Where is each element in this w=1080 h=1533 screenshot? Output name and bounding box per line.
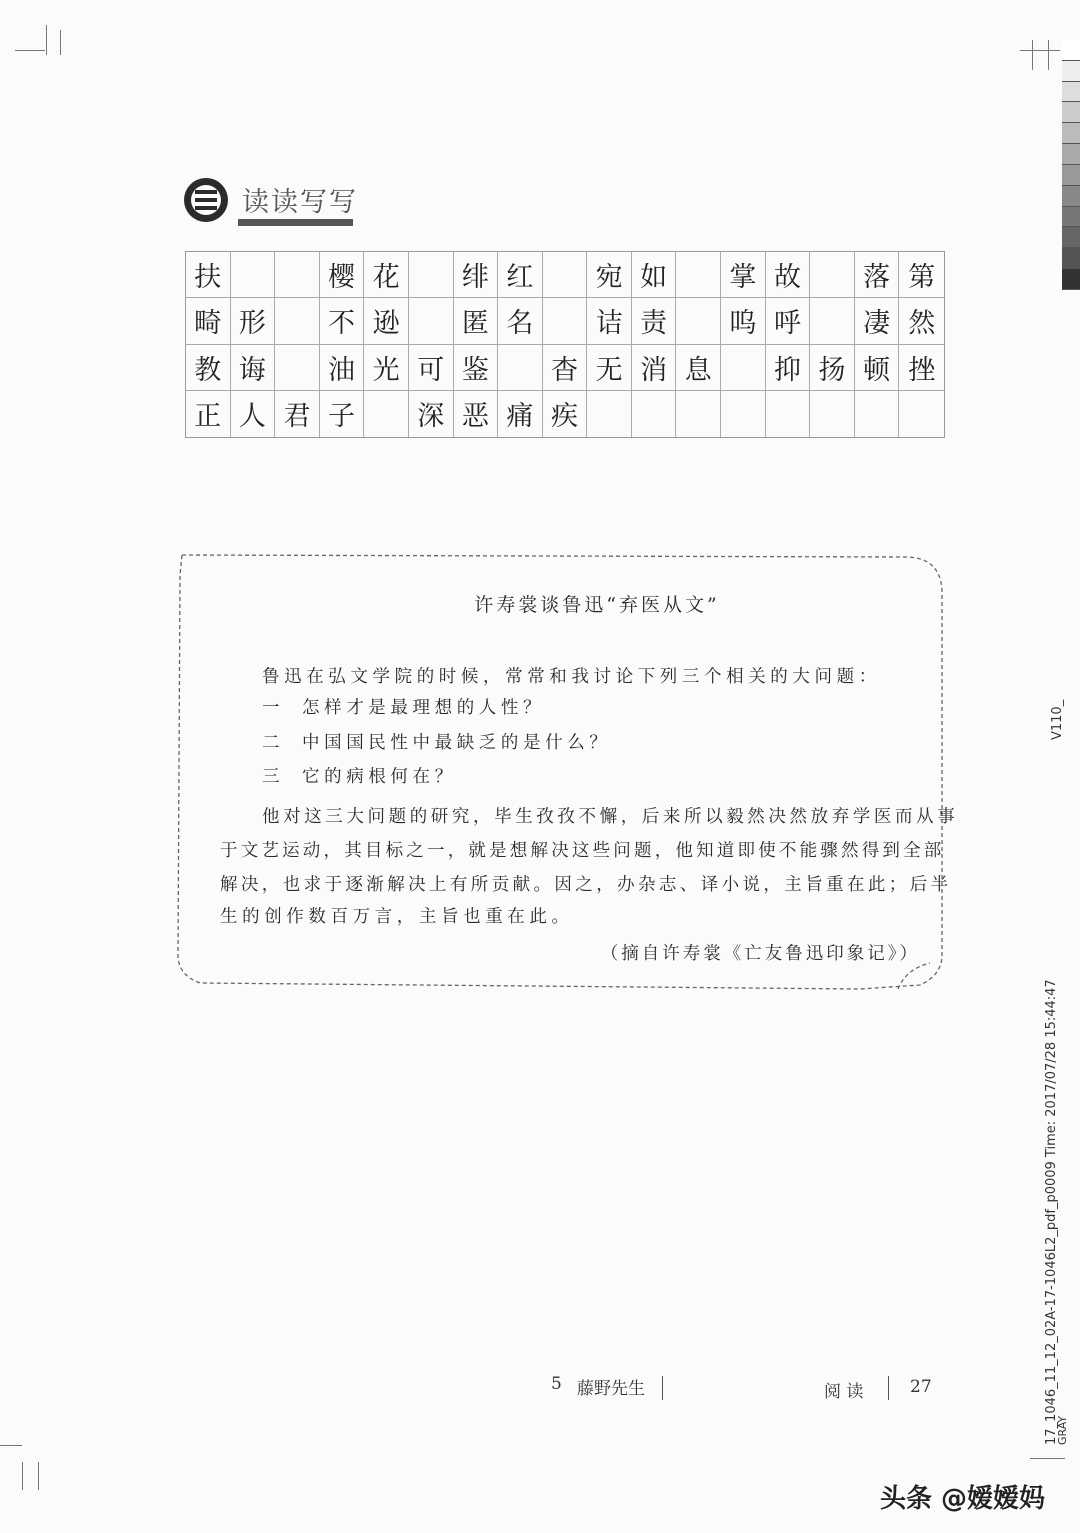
crop-mark — [22, 1462, 23, 1490]
crop-mark — [1032, 40, 1033, 70]
grid-cell: 畸 — [186, 298, 231, 344]
question-number: 一 — [262, 698, 285, 718]
unit-label: 阅 读 — [824, 1382, 864, 1402]
grid-cell: 如 — [632, 252, 677, 298]
question-number: 三 — [262, 767, 285, 787]
crop-mark — [1030, 1458, 1065, 1459]
crop-mark — [60, 30, 61, 55]
grid-cell: 扶 — [186, 252, 231, 298]
crop-mark — [46, 25, 47, 55]
grid-cell — [275, 252, 320, 298]
paragraph-line: 解决，也求于逐渐解决上有所贡献。因之，办杂志、译小说，主旨重在此；后半 — [220, 875, 952, 895]
circled-three-icon — [184, 178, 228, 222]
grid-cell: 落 — [855, 252, 900, 298]
grid-cell: 绯 — [454, 252, 499, 298]
grid-cell — [543, 252, 588, 298]
grid-cell: 樱 — [320, 252, 365, 298]
lesson-title: 藤野先生 — [577, 1379, 645, 1399]
footer-divider — [888, 1376, 889, 1400]
grid-cell: 深 — [409, 391, 454, 437]
grid-cell: 掌 — [721, 252, 766, 298]
paragraph-line: 生的创作数百万言，主旨也重在此。 — [220, 907, 574, 927]
question-text: 它的病根何在？ — [302, 767, 457, 787]
grid-cell: 杳 — [543, 345, 588, 391]
grid-cell: 无 — [587, 345, 632, 391]
grid-cell — [899, 391, 944, 437]
crop-mark — [1048, 40, 1049, 70]
watermark: 头条 @嫒嫒妈 — [880, 1484, 1046, 1514]
grid-cell: 故 — [766, 252, 811, 298]
footer-divider — [662, 1376, 663, 1400]
grid-cell: 挫 — [899, 345, 944, 391]
grid-cell: 教 — [186, 345, 231, 391]
crop-mark — [0, 1445, 22, 1446]
section-title: 读读写写 — [242, 187, 358, 218]
grid-cell — [676, 391, 721, 437]
grid-cell — [587, 391, 632, 437]
grid-cell: 然 — [899, 298, 944, 344]
grid-cell — [855, 391, 900, 437]
word-writing-grid — [185, 251, 945, 438]
grid-cell: 匿 — [454, 298, 499, 344]
grid-cell — [543, 298, 588, 344]
paragraph-line: 他对这三大问题的研究，毕生孜孜不懈，后来所以毅然决然放弃学医而从事 — [262, 807, 959, 827]
grid-cell — [275, 345, 320, 391]
reading-box-title: 许寿裳谈鲁迅“弃医从文” — [474, 594, 720, 616]
grid-cell: 鉴 — [454, 345, 499, 391]
grid-cell — [810, 391, 855, 437]
grid-cell: 光 — [364, 345, 409, 391]
grid-cell: 凄 — [855, 298, 900, 344]
grid-cell: 红 — [498, 252, 543, 298]
grid-cell — [498, 345, 543, 391]
grid-cell: 诲 — [231, 345, 276, 391]
crop-mark — [38, 1462, 39, 1490]
lesson-number: 5 — [551, 1374, 562, 1394]
grid-cell: 正 — [186, 391, 231, 437]
grid-cell — [721, 391, 766, 437]
grid-cell: 形 — [231, 298, 276, 344]
citation: （摘自许寿裳《亡友鲁迅印象记》） — [600, 944, 920, 964]
grid-cell — [364, 391, 409, 437]
grid-cell: 痛 — [498, 391, 543, 437]
grayscale-calibration-strip — [1062, 40, 1080, 290]
question-text: 中国国民性中最缺乏的是什么？ — [302, 733, 612, 753]
print-code-main: 17_1046_11_12_02A-17-1046L2_pdf_p0009 Time: 2017/07/28 15:44:47 — [1044, 979, 1059, 1445]
grid-cell: 君 — [275, 391, 320, 437]
grid-cell: 诘 — [587, 298, 632, 344]
grid-cell: 恶 — [454, 391, 499, 437]
grid-cell: 呜 — [721, 298, 766, 344]
grid-cell — [721, 345, 766, 391]
grid-cell: 扬 — [810, 345, 855, 391]
page-number: 27 — [910, 1377, 932, 1397]
grid-cell: 名 — [498, 298, 543, 344]
print-code-sub: GRAY — [1056, 1415, 1069, 1445]
grid-cell: 人 — [231, 391, 276, 437]
grid-cell — [409, 252, 454, 298]
grid-cell: 第 — [899, 252, 944, 298]
paragraph-line: 于文艺运动，其目标之一，就是想解决这些问题，他知道即使不能骤然得到全部 — [220, 841, 945, 861]
question-text: 怎样才是最理想的人性？ — [302, 698, 546, 718]
grid-cell — [231, 252, 276, 298]
grid-cell: 花 — [364, 252, 409, 298]
grid-cell: 疾 — [543, 391, 588, 437]
grid-cell — [810, 298, 855, 344]
grid-cell — [676, 252, 721, 298]
grid-cell: 呼 — [766, 298, 811, 344]
question-number: 二 — [262, 733, 285, 753]
crop-mark — [15, 50, 45, 51]
grid-cell — [632, 391, 677, 437]
grid-cell: 宛 — [587, 252, 632, 298]
grid-cell: 可 — [409, 345, 454, 391]
grid-cell: 不 — [320, 298, 365, 344]
grid-cell: 顿 — [855, 345, 900, 391]
grid-cell: 逊 — [364, 298, 409, 344]
grid-cell — [275, 298, 320, 344]
grid-cell: 息 — [676, 345, 721, 391]
crop-mark — [1020, 50, 1060, 51]
grid-cell — [676, 298, 721, 344]
grid-cell: 油 — [320, 345, 365, 391]
intro-line: 鲁迅在弘文学院的时候，常常和我讨论下列三个相关的大问题： — [262, 667, 881, 687]
grid-cell: 消 — [632, 345, 677, 391]
grid-cell — [810, 252, 855, 298]
grid-cell — [409, 298, 454, 344]
grid-cell: 抑 — [766, 345, 811, 391]
print-code-top: V110_ — [1050, 699, 1065, 740]
grid-cell: 子 — [320, 391, 365, 437]
section-title-underline — [238, 219, 353, 226]
grid-cell: 责 — [632, 298, 677, 344]
grid-cell — [766, 391, 811, 437]
